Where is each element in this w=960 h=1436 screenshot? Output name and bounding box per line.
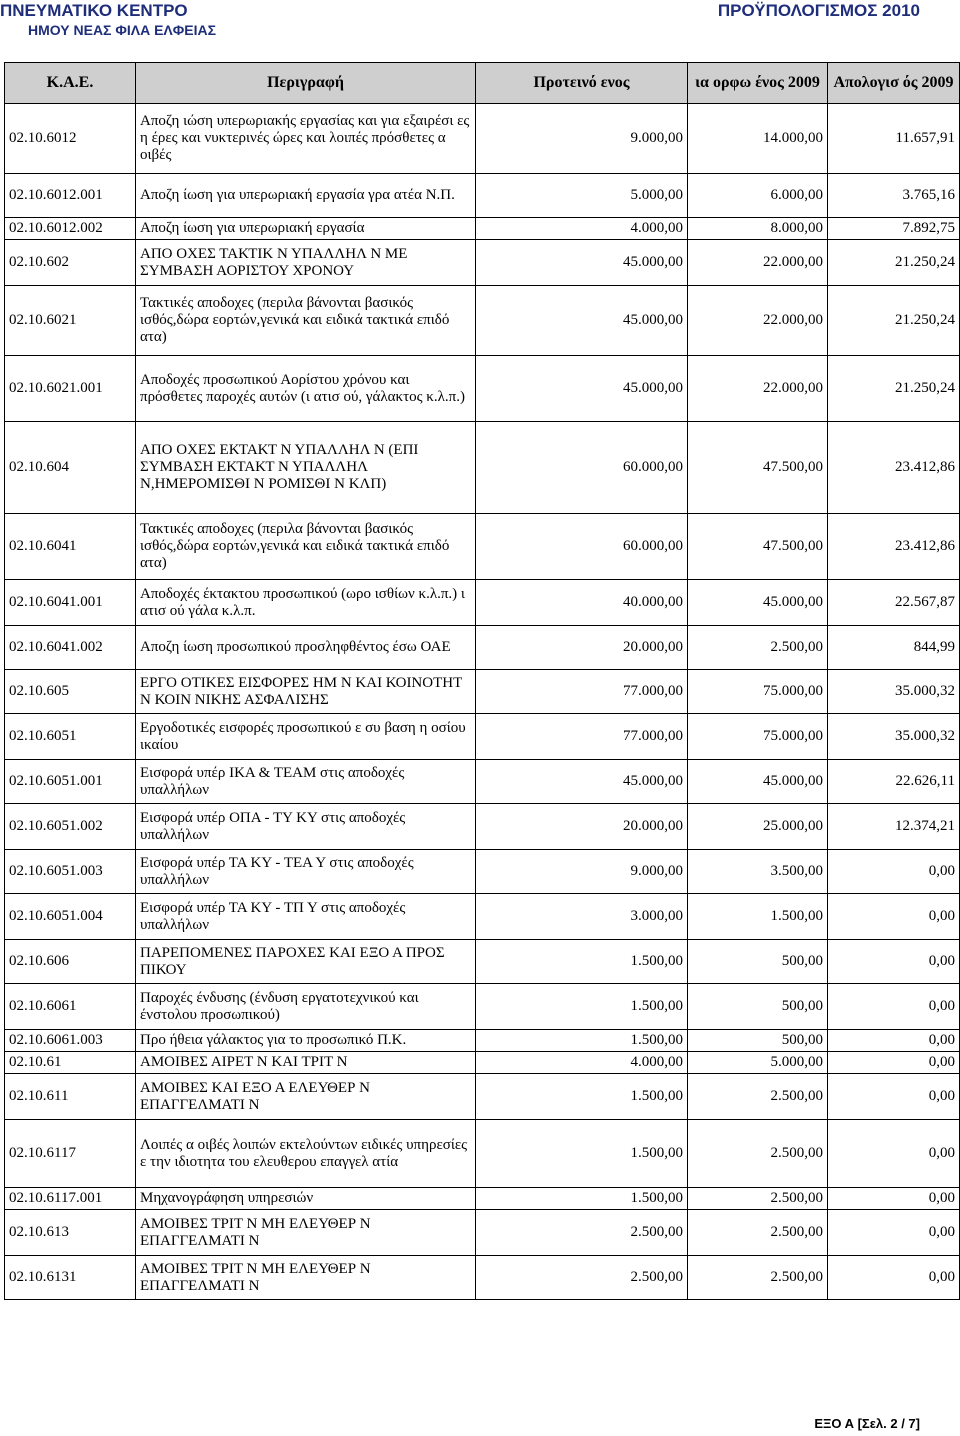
row-actual-amount: 0,00: [828, 1188, 960, 1210]
column-header-code: Κ.Α.Ε.: [5, 63, 136, 104]
table-body: [5, 104, 960, 1300]
row-actual-amount: 35.000,32: [828, 670, 960, 714]
row-proposed-amount: 3.000,00: [476, 894, 688, 940]
row-proposed-amount: 2.500,00: [476, 1210, 688, 1256]
row-proposed-amount: 77.000,00: [476, 670, 688, 714]
row-description: Αποδοχές έκτακτου προσωπικού (ωρο ισθίων κ.λ.π.) ι ατισ ού γάλα κ.λ.π.: [136, 580, 476, 626]
table-row: [5, 626, 960, 670]
row-proposed-amount: 60.000,00: [476, 422, 688, 514]
row-revised-amount: 6.000,00: [688, 174, 828, 218]
row-code: 02.10.605: [5, 670, 136, 714]
row-revised-amount: 22.000,00: [688, 240, 828, 286]
row-description: Παροχές ένδυσης (ένδυση εργατοτεχνικού και ένστολου προσωπικού): [136, 984, 476, 1030]
row-actual-amount: 23.412,86: [828, 514, 960, 580]
row-revised-amount: 25.000,00: [688, 804, 828, 850]
row-code: 02.10.6051: [5, 714, 136, 760]
row-revised-amount: 47.500,00: [688, 514, 828, 580]
row-actual-amount: 844,99: [828, 626, 960, 670]
row-description: Αποζη ιώση υπερωριακής εργασίας και για εξαιρέσι ες η έρες και νυκτερινές ώρες και λοιπές πρόσθετες α οιβές: [136, 104, 476, 174]
row-revised-amount: 45.000,00: [688, 580, 828, 626]
row-revised-amount: 75.000,00: [688, 714, 828, 760]
table-row: [5, 1120, 960, 1188]
row-actual-amount: 22.567,87: [828, 580, 960, 626]
row-code: 02.10.6051.002: [5, 804, 136, 850]
row-description: ΠΑΡΕΠΟΜΕΝΕΣ ΠΑΡΟΧΕΣ ΚΑΙ ΕΞΟ Α ΠΡΟΣ ΠΙΚΟΥ: [136, 940, 476, 984]
row-actual-amount: 21.250,24: [828, 286, 960, 356]
row-description: ΑΜΟΙΒΕΣ ΑΙΡΕΤ Ν ΚΑΙ ΤΡΙΤ Ν: [136, 1052, 476, 1074]
row-code: 02.10.6051.001: [5, 760, 136, 804]
row-revised-amount: 2.500,00: [688, 1256, 828, 1300]
row-revised-amount: 2.500,00: [688, 1210, 828, 1256]
row-description: Αποζη ίωση για υπερωριακή εργασία: [136, 218, 476, 240]
row-actual-amount: 0,00: [828, 984, 960, 1030]
row-actual-amount: 0,00: [828, 850, 960, 894]
row-revised-amount: 2.500,00: [688, 626, 828, 670]
table-header-row: [5, 63, 960, 104]
row-proposed-amount: 45.000,00: [476, 240, 688, 286]
table-row: [5, 286, 960, 356]
row-proposed-amount: 5.000,00: [476, 174, 688, 218]
row-revised-amount: 500,00: [688, 984, 828, 1030]
row-proposed-amount: 9.000,00: [476, 104, 688, 174]
row-proposed-amount: 77.000,00: [476, 714, 688, 760]
column-header-proposed: Προτεινό ενος: [476, 63, 688, 104]
row-description: ΑΜΟΙΒΕΣ ΚΑΙ ΕΞΟ Α ΕΛΕΥΘΕΡ Ν ΕΠΑΓΓΕΛΜΑΤΙ Ν: [136, 1074, 476, 1120]
table-row: [5, 940, 960, 984]
table-row: [5, 894, 960, 940]
row-code: 02.10.6051.003: [5, 850, 136, 894]
row-code: 02.10.611: [5, 1074, 136, 1120]
table-row: [5, 104, 960, 174]
row-code: 02.10.6012.002: [5, 218, 136, 240]
row-proposed-amount: 40.000,00: [476, 580, 688, 626]
row-description: Τακτικές αποδοχες (περιλα βάνονται βασικός ισθός,δώρα εορτών,γενικά και ειδικά τακτικά επιδό ατα): [136, 286, 476, 356]
row-actual-amount: 7.892,75: [828, 218, 960, 240]
row-revised-amount: 47.500,00: [688, 422, 828, 514]
row-code: 02.10.6131: [5, 1256, 136, 1300]
row-description: Εισφορά υπέρ ΤΑ ΚΥ - ΤΕΑ Υ στις αποδοχές υπαλλήλων: [136, 850, 476, 894]
row-proposed-amount: 45.000,00: [476, 760, 688, 804]
row-revised-amount: 2.500,00: [688, 1120, 828, 1188]
row-proposed-amount: 45.000,00: [476, 286, 688, 356]
table-row: [5, 218, 960, 240]
budget-table: [4, 62, 960, 1300]
row-description: Μηχανογράφηση υπηρεσιών: [136, 1188, 476, 1210]
row-actual-amount: 0,00: [828, 1256, 960, 1300]
row-revised-amount: 14.000,00: [688, 104, 828, 174]
row-code: 02.10.606: [5, 940, 136, 984]
table-row: [5, 984, 960, 1030]
table-row: [5, 1188, 960, 1210]
row-description: ΑΜΟΙΒΕΣ ΤΡΙΤ Ν ΜΗ ΕΛΕΥΘΕΡ Ν ΕΠΑΓΓΕΛΜΑΤΙ Ν: [136, 1256, 476, 1300]
row-revised-amount: 45.000,00: [688, 760, 828, 804]
row-actual-amount: 21.250,24: [828, 240, 960, 286]
column-header-description: Περιγραφή: [136, 63, 476, 104]
row-proposed-amount: 1.500,00: [476, 1074, 688, 1120]
budget-title: ΠΡΟΫΠΟΛΟΓΙΣΜΟΣ 2010: [717, 1, 920, 20]
row-description: Αποζη ίωση προσωπικού προσληφθέντος έσω ΟΑΕ: [136, 626, 476, 670]
column-header-actual: Απολογισ ός 2009: [828, 63, 960, 104]
row-code: 02.10.6012.001: [5, 174, 136, 218]
page-header: [0, 0, 960, 50]
row-code: 02.10.6012: [5, 104, 136, 174]
row-proposed-amount: 20.000,00: [476, 626, 688, 670]
row-code: 02.10.602: [5, 240, 136, 286]
row-proposed-amount: 9.000,00: [476, 850, 688, 894]
row-actual-amount: 0,00: [828, 1030, 960, 1052]
table-row: [5, 850, 960, 894]
row-actual-amount: 22.626,11: [828, 760, 960, 804]
row-code: 02.10.6061: [5, 984, 136, 1030]
row-description: Λοιπές α οιβές λοιπών εκτελούντων ειδικές υπηρεσίες ε την ιδιοτητα του ελευθερου επαγγελ ατία: [136, 1120, 476, 1188]
organization-name: ΠΝΕΥΜΑΤΙΚΟ ΚΕΝΤΡΟ: [0, 1, 188, 20]
table-row: [5, 1074, 960, 1120]
row-code: 02.10.6021.001: [5, 356, 136, 422]
row-code: 02.10.6117: [5, 1120, 136, 1188]
table-row: [5, 174, 960, 218]
row-actual-amount: 0,00: [828, 940, 960, 984]
row-code: 02.10.613: [5, 1210, 136, 1256]
row-revised-amount: 22.000,00: [688, 356, 828, 422]
row-code: 02.10.6041.002: [5, 626, 136, 670]
row-revised-amount: 75.000,00: [688, 670, 828, 714]
row-description: Εισφορά υπέρ ΤΑ ΚΥ - ΤΠ Υ στις αποδοχές υπαλλήλων: [136, 894, 476, 940]
row-description: ΑΜΟΙΒΕΣ ΤΡΙΤ Ν ΜΗ ΕΛΕΥΘΕΡ Ν ΕΠΑΓΓΕΛΜΑΤΙ Ν: [136, 1210, 476, 1256]
row-description: ΑΠΟ ΟΧΕΣ ΤΑΚΤΙΚ Ν ΥΠΑΛΛΗΛ Ν ΜΕ ΣΥΜΒΑΣΗ ΑΟΡΙΣΤΟΥ ΧΡΟΝΟΥ: [136, 240, 476, 286]
row-code: 02.10.6061.003: [5, 1030, 136, 1052]
row-revised-amount: 8.000,00: [688, 218, 828, 240]
row-actual-amount: 23.412,86: [828, 422, 960, 514]
row-code: 02.10.6041.001: [5, 580, 136, 626]
row-proposed-amount: 4.000,00: [476, 218, 688, 240]
table-row: [5, 760, 960, 804]
row-actual-amount: 0,00: [828, 1120, 960, 1188]
row-proposed-amount: 1.500,00: [476, 984, 688, 1030]
table-row: [5, 514, 960, 580]
row-actual-amount: 0,00: [828, 1210, 960, 1256]
row-actual-amount: 21.250,24: [828, 356, 960, 422]
table-row: [5, 714, 960, 760]
row-revised-amount: 2.500,00: [688, 1074, 828, 1120]
row-description: Αποζη ίωση για υπερωριακή εργασία γρα ατέα Ν.Π.: [136, 174, 476, 218]
table-row: [5, 356, 960, 422]
table-row: [5, 804, 960, 850]
row-code: 02.10.6041: [5, 514, 136, 580]
row-description: Αποδοχές προσωπικού Αορίστου χρόνου και πρόσθετες παροχές αυτών (ι ατισ ού, γάλακτος κ.λ.π.): [136, 356, 476, 422]
row-description: Προ ήθεια γάλακτος για το προσωπικό Π.Κ.: [136, 1030, 476, 1052]
row-description: ΕΡΓΟ ΟΤΙΚΕΣ ΕΙΣΦΟΡΕΣ ΗΜ Ν ΚΑΙ ΚΟΙΝΟΤΗΤ Ν ΚΟΙΝ ΝΙΚΗΣ ΑΣΦΑΛΙΣΗΣ: [136, 670, 476, 714]
table-row: [5, 670, 960, 714]
row-actual-amount: 3.765,16: [828, 174, 960, 218]
row-proposed-amount: 45.000,00: [476, 356, 688, 422]
row-revised-amount: 22.000,00: [688, 286, 828, 356]
row-actual-amount: 11.657,91: [828, 104, 960, 174]
row-description: ΑΠΟ ΟΧΕΣ ΕΚΤΑΚΤ Ν ΥΠΑΛΛΗΛ Ν (ΕΠΙ ΣΥΜΒΑΣΗ ΕΚΤΑΚΤ Ν ΥΠΑΛΛΗΛ Ν,ΗΜΕΡΟΜΙΣΘΙ Ν ΡΟΜΙΣΘΙ Ν ΚΛΠ): [136, 422, 476, 514]
column-header-revised: ια ορφω ένος 2009: [688, 63, 828, 104]
page-footer: ΕΞΟ Α [Σελ. 2 / 7]: [814, 1416, 920, 1431]
row-actual-amount: 35.000,32: [828, 714, 960, 760]
table-row: [5, 422, 960, 514]
table-row: [5, 1030, 960, 1052]
table-row: [5, 1052, 960, 1074]
row-proposed-amount: 1.500,00: [476, 1030, 688, 1052]
row-revised-amount: 500,00: [688, 1030, 828, 1052]
row-description: Τακτικές αποδοχες (περιλα βάνονται βασικός ισθός,δώρα εορτών,γενικά και ειδικά τακτικά επιδό ατα): [136, 514, 476, 580]
table-row: [5, 1256, 960, 1300]
row-description: Εργοδοτικές εισφορές προσωπικού ε συ βαση η οσίου ικαίου: [136, 714, 476, 760]
row-actual-amount: 0,00: [828, 894, 960, 940]
row-description: Εισφορά υπέρ ΙΚΑ & ΤΕΑΜ στις αποδοχές υπαλλήλων: [136, 760, 476, 804]
row-revised-amount: 5.000,00: [688, 1052, 828, 1074]
row-code: 02.10.61: [5, 1052, 136, 1074]
row-revised-amount: 1.500,00: [688, 894, 828, 940]
row-revised-amount: 3.500,00: [688, 850, 828, 894]
row-actual-amount: 0,00: [828, 1052, 960, 1074]
row-proposed-amount: 20.000,00: [476, 804, 688, 850]
row-actual-amount: 12.374,21: [828, 804, 960, 850]
row-code: 02.10.604: [5, 422, 136, 514]
row-code: 02.10.6051.004: [5, 894, 136, 940]
row-revised-amount: 500,00: [688, 940, 828, 984]
table-row: [5, 580, 960, 626]
municipality-name: ΗΜΟΥ ΝΕΑΣ ΦΙΛΑ ΕΛΦΕΙΑΣ: [28, 22, 216, 38]
row-description: Εισφορά υπέρ ΟΠΑ - ΤΥ ΚΥ στις αποδοχές υπαλλήλων: [136, 804, 476, 850]
row-proposed-amount: 1.500,00: [476, 1188, 688, 1210]
row-code: 02.10.6021: [5, 286, 136, 356]
table-row: [5, 1210, 960, 1256]
row-proposed-amount: 4.000,00: [476, 1052, 688, 1074]
table-row: [5, 240, 960, 286]
row-code: 02.10.6117.001: [5, 1188, 136, 1210]
row-proposed-amount: 2.500,00: [476, 1256, 688, 1300]
row-proposed-amount: 60.000,00: [476, 514, 688, 580]
row-actual-amount: 0,00: [828, 1074, 960, 1120]
row-proposed-amount: 1.500,00: [476, 1120, 688, 1188]
row-proposed-amount: 1.500,00: [476, 940, 688, 984]
row-revised-amount: 2.500,00: [688, 1188, 828, 1210]
